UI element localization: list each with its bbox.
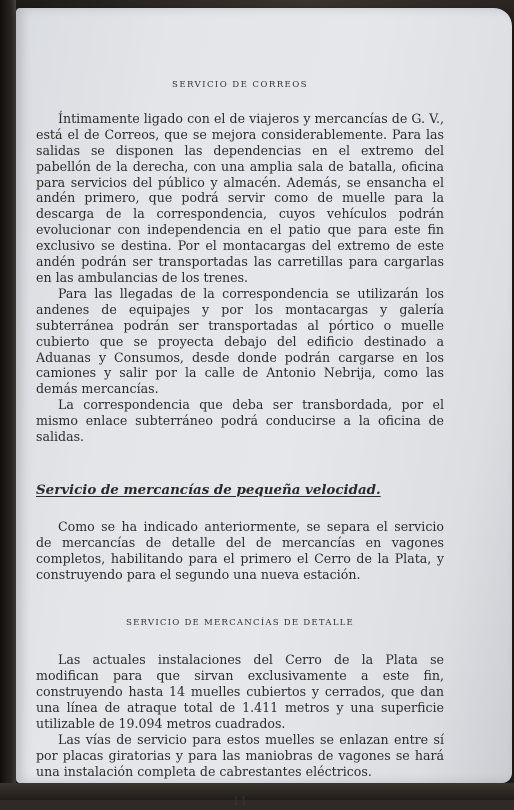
section-title: Servicio de mercancías de pequeña velocidad. xyxy=(36,481,381,498)
subheading: SERVICIO DE MERCANCÍAS DE DETALLE xyxy=(125,618,355,629)
paragraph-detalle-2: Las vías de servicio para estos muelles se enlazan entre sí por placas giratorias y para las maniobras de vagones se hará una instalación completa de cabrestantes eléctricos. xyxy=(36,731,444,779)
book-binding xyxy=(0,0,16,800)
paragraph-detalle-1: Las actuales instalaciones del Cerro de la Plata se modifican para que sirvan exclusivamente a este fin, construyendo hasta 14 muelles cubiertos y cerrados, que dan una línea de atraque total de 1.411 metros y una superficie utilizable de 19.094 metros cuadrados. xyxy=(36,652,444,731)
paragraph-correos-1: Íntimamente ligado con el de viajeros y mercancías de G. V., está el de Correos, que se mejora considerablemente. Para las salidas se disponen las dependencias en el extremo del pabellón de la derecha, con una amplia sala de batalla, oficina para servicios del público y almacén. Además, se ensancha el andén primero, que podrá servir como de muelle para la descarga de la correspondencia, cuyos vehículos podrán evolucionar con independencia en el patio que para este fin exclusivo se destina. Por el montacargas del extremo de este andén podrán ser transportadas las carretillas para cargarlas en las ambulancias de los trenes. xyxy=(36,110,444,285)
running-head: SERVICIO DE CORREOS xyxy=(172,80,308,90)
page-number: 11 xyxy=(232,793,248,808)
paragraph-correos-3: La correspondencia que deba ser transbordada, por el mismo enlace subterráneo podrá conducirse a la oficina de salidas. xyxy=(36,397,444,445)
paragraph-correos-2: Para las llegadas de la correspondencia se utilizarán los andenes de equipajes y por los montacargas y galería subterránea podrán ser transportadas al pórtico o muelle cubierto que se proyecta debajo del edificio destinado a Aduanas y Consumos, desde donde podrán cargarse en los camiones y salir por la calle de Antonio Nebrija, como las demás mercancías. xyxy=(36,285,444,397)
paragraph-pequena-velocidad: Como se ha indicado anteriormente, se separa el servicio de mercancías de detalle del de mercancías en vagones completos, habilitando para el primero el Cerro de la Plata, y construyendo para el segundo una nueva estación. xyxy=(36,518,444,582)
page-content xyxy=(36,78,444,810)
